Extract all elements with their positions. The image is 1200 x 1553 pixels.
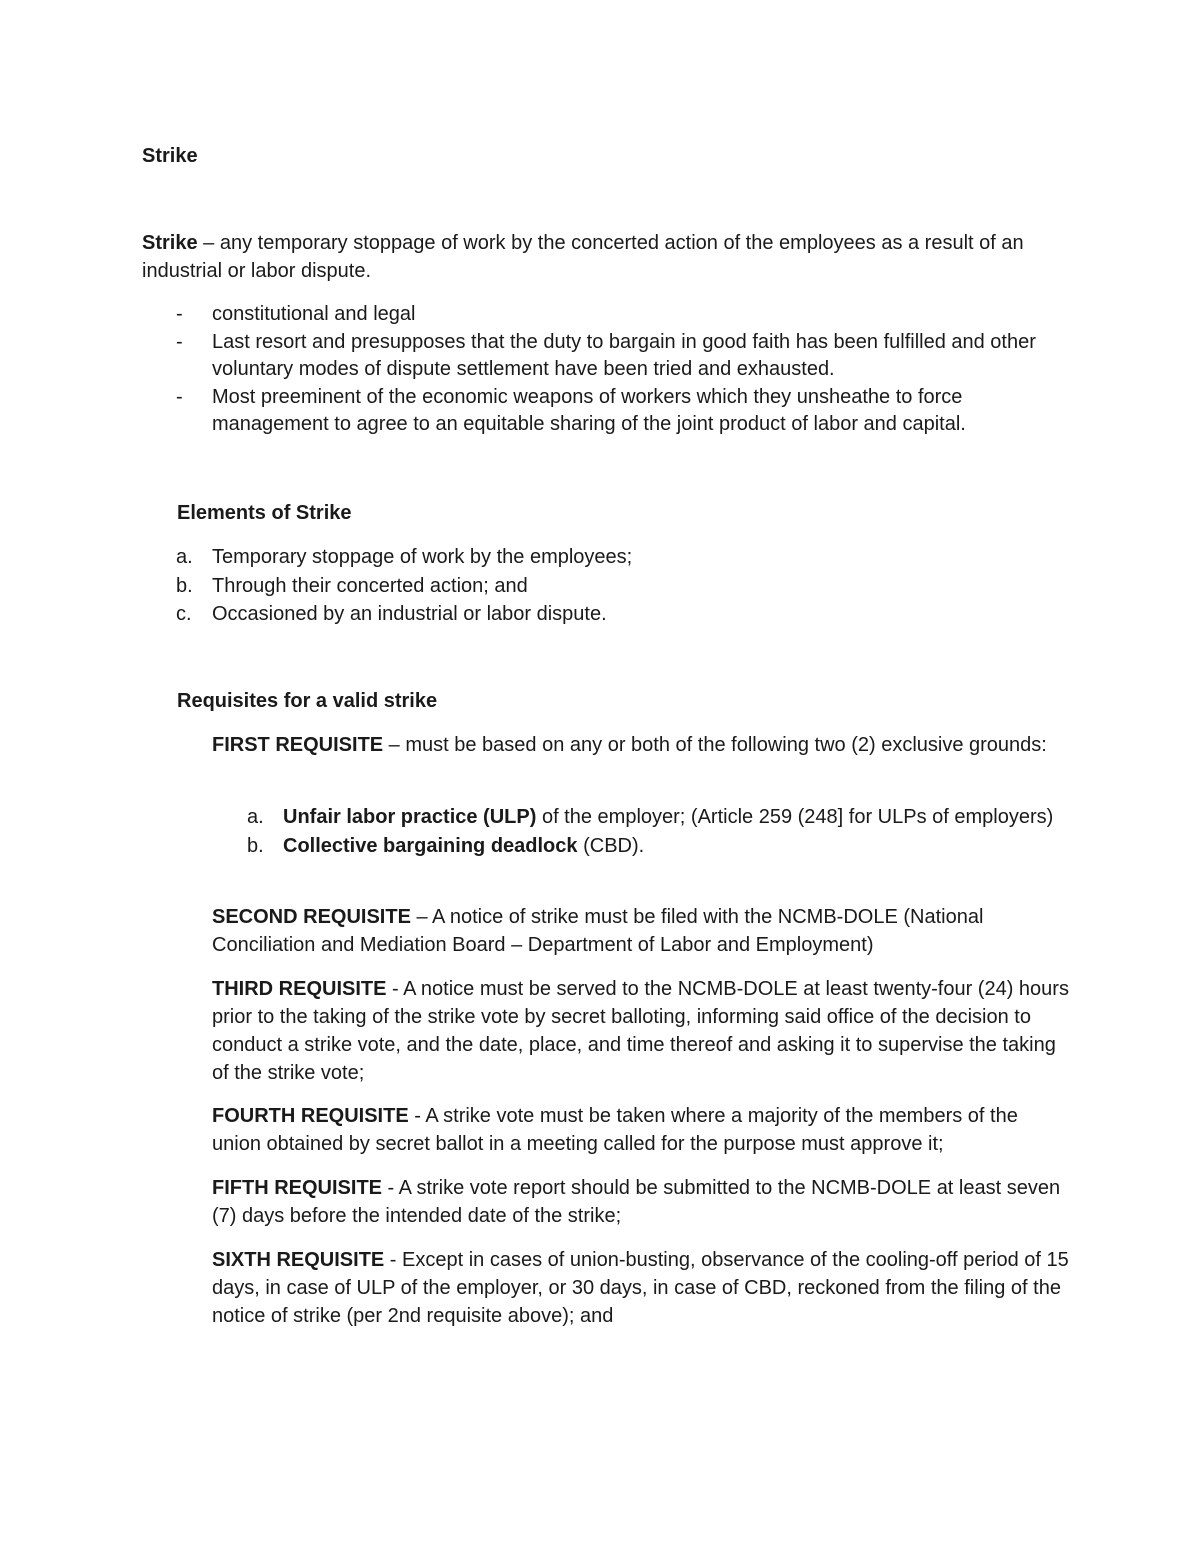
first-requisite-grounds [247, 803, 1072, 860]
bullet-marker: - [176, 385, 183, 408]
bullet-marker: - [176, 303, 183, 325]
list-item: c. Occasioned by an industrial or labor dispute. [212, 600, 1072, 629]
requisite-label: SECOND REQUISITE [212, 906, 411, 928]
sixth-requisite: SIXTH REQUISITE - Except in cases of union-busting, observance of the cooling-off period of 15 days, in case of ULP of the employer, or 30 days, in case of CBD, reckoned from the filing of the notice of strike (per 2nd requisite above); and [212, 1249, 1069, 1327]
requisite-label: SIXTH REQUISITE [212, 1249, 385, 1271]
list-item: - constitutional and legal [212, 301, 1072, 329]
item-marker: a. [176, 546, 193, 568]
third-requisite: THIRD REQUISITE - A notice must be served to the NCMB-DOLE at least twenty-four (24) hours prior to the taking of the strike vote by secret balloting, informing said office of the decision to conduct a strike vote, and the date, place, and time thereof and asking it to supervise the taking of the strike vote; [212, 978, 1069, 1084]
fifth-requisite: FIFTH REQUISITE - A strike vote report should be submitted to the NCMB-DOLE at least seven (7) days before the intended date of the strike; [212, 1177, 1061, 1227]
section-heading-elements: Elements of Strike [177, 502, 352, 524]
bullet-marker: - [176, 330, 183, 353]
list-item: b. Collective bargaining deadlock (CBD). [283, 832, 1072, 860]
requisite-label: FOURTH REQUISITE [212, 1105, 409, 1127]
item-marker: b. [247, 835, 264, 857]
list-item: - Last resort and presupposes that the duty to bargain in good faith has been fulfilled and other voluntary modes of dispute settlement have been tried and exhausted. [176, 330, 1036, 380]
requisite-label: FIRST REQUISITE [212, 734, 384, 756]
requisite-label: FIFTH REQUISITE [212, 1177, 382, 1199]
elements-list [176, 543, 1072, 629]
first-requisite: FIRST REQUISITE – must be based on any or both of the following two (2) exclusive grounds: [212, 734, 1047, 756]
section-heading-requisites: Requisites for a valid strike [177, 690, 438, 712]
strike-definition [142, 229, 1072, 285]
item-marker: b. [176, 574, 193, 597]
item-marker: a. [247, 806, 264, 828]
item-marker: c. [176, 603, 192, 625]
definition-bullet-list [176, 301, 1072, 439]
list-item: - Most preeminent of the economic weapons of workers which they unsheathe to force management to agree to an equitable sharing of the joint product of labor and capital. [176, 385, 966, 435]
requisite-label: THIRD REQUISITE [212, 978, 387, 1000]
definition-text: – any temporary stoppage of work by the concerted action of the employees as a result of an industrial or labor dispute. [142, 232, 1024, 282]
list-item: b. Through their concerted action; and [212, 572, 1072, 601]
fourth-requisite: FOURTH REQUISITE - A strike vote must be taken where a majority of the members of the union obtained by secret ballot in a meeting called for the purpose must approve it; [212, 1105, 1018, 1155]
list-item: a. Unfair labor practice (ULP) of the employer; (Article 259 (248] for ULPs of employers) [283, 803, 1072, 831]
page-title: Strike [142, 145, 198, 167]
definition-term: Strike [142, 232, 198, 254]
second-requisite: SECOND REQUISITE – A notice of strike must be filed with the NCMB-DOLE (National Conciliation and Mediation Board – Department of Labor and Employment) [212, 906, 984, 956]
list-item: a. Temporary stoppage of work by the employees; [212, 543, 1072, 572]
